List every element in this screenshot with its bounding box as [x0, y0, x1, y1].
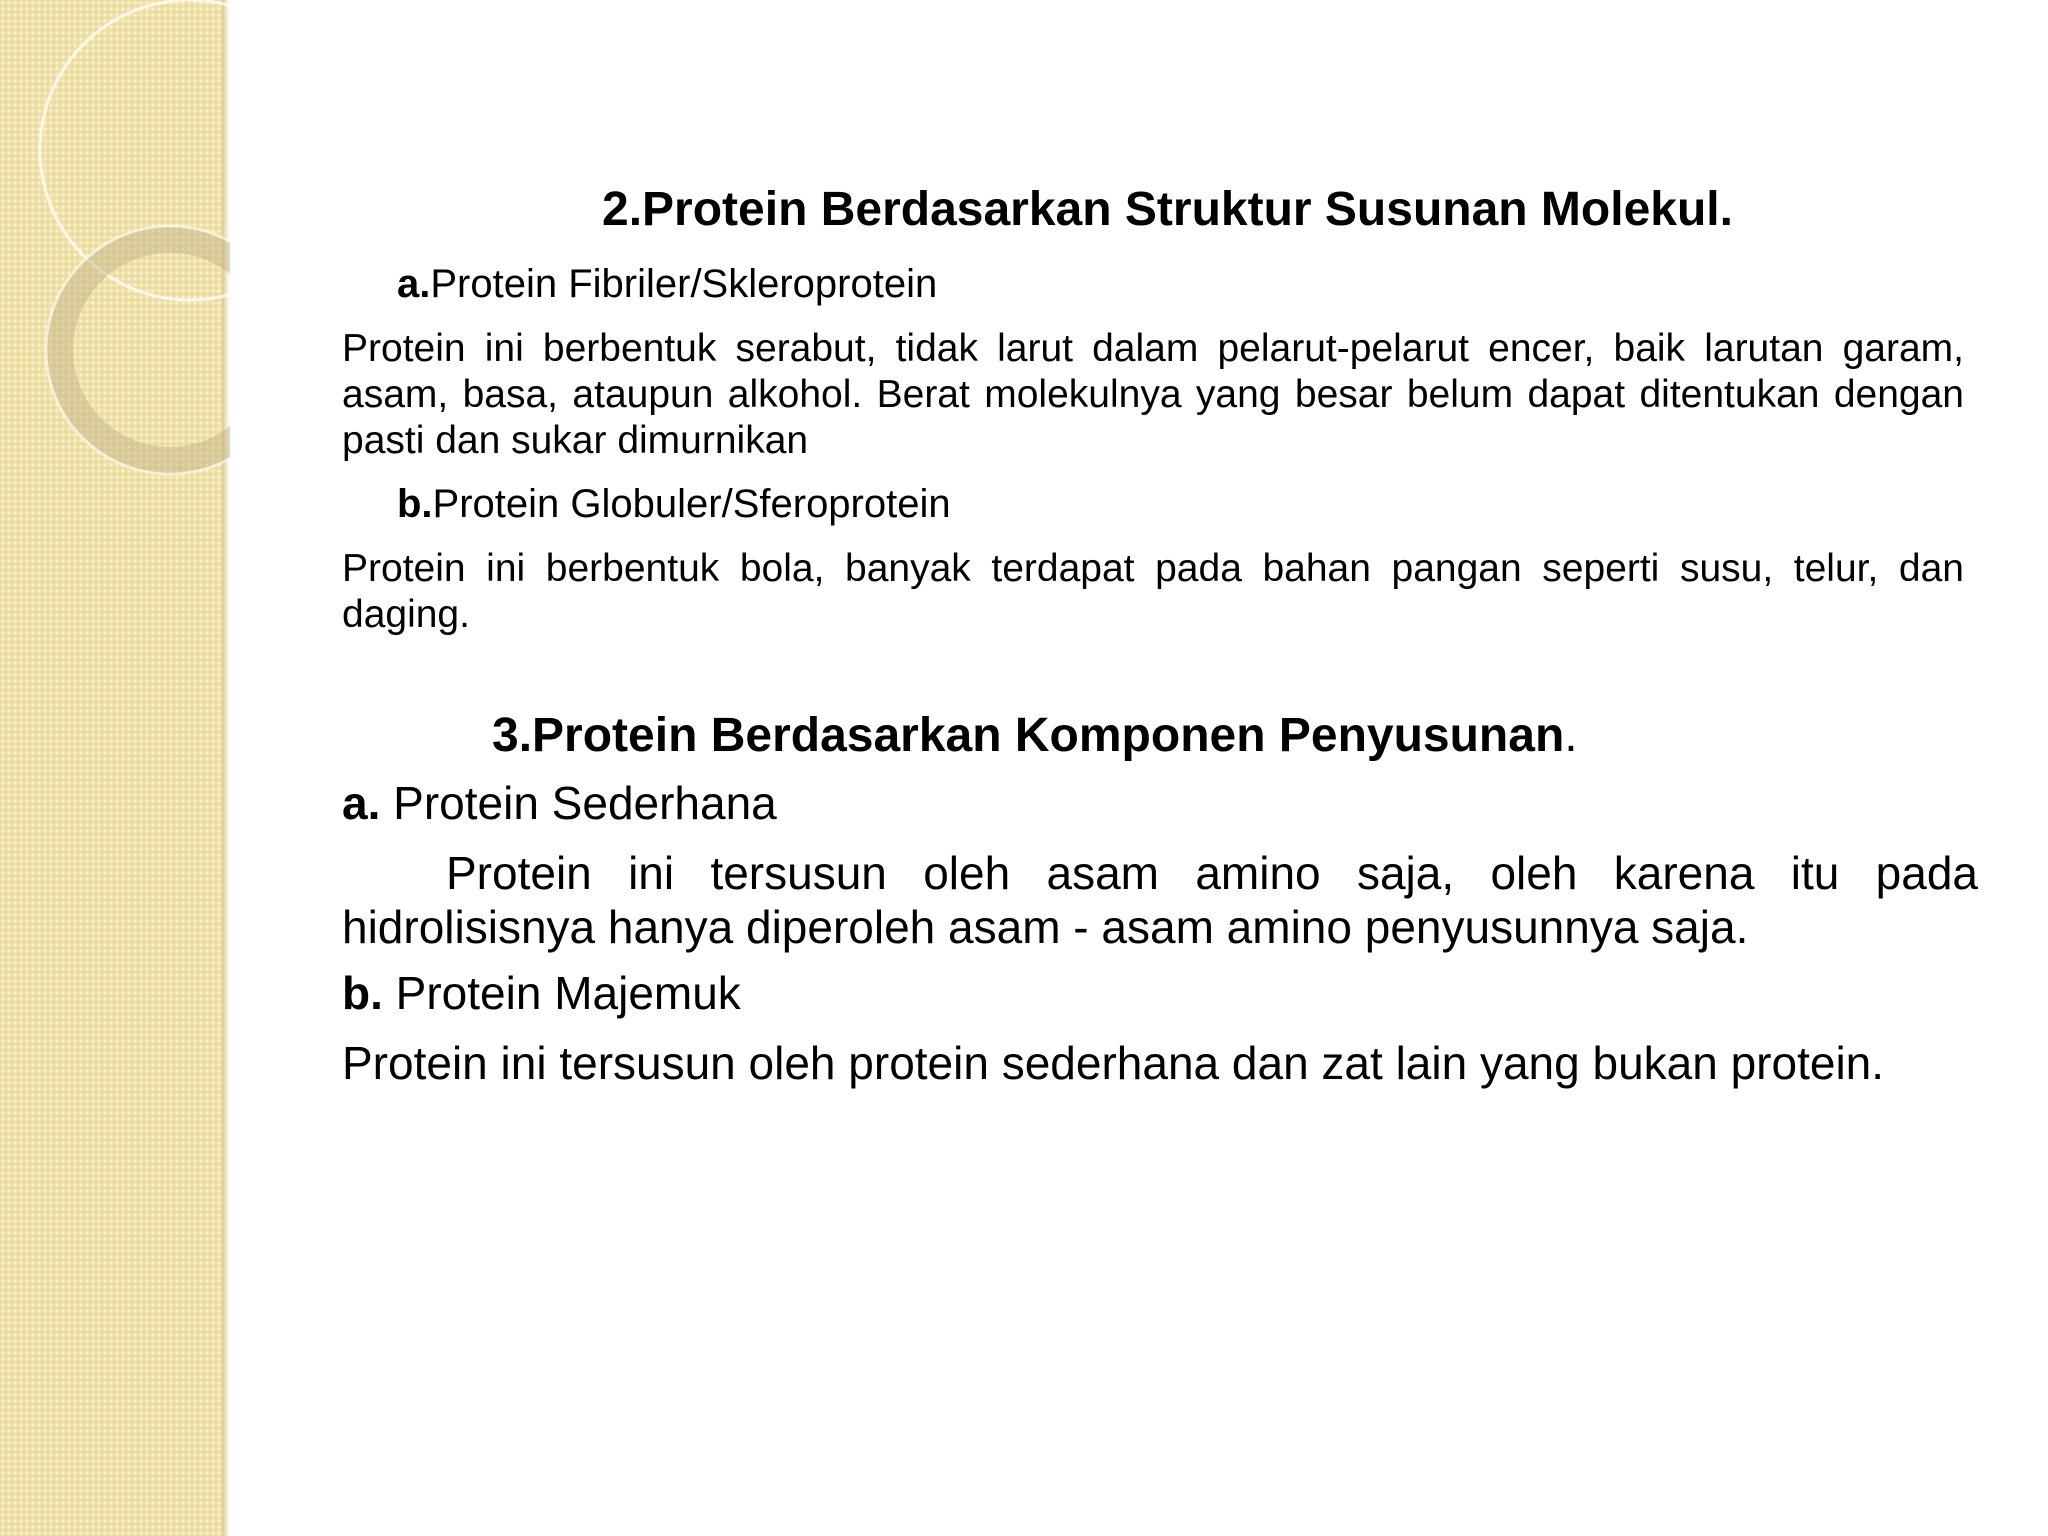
section-3-item-a-title	[342, 776, 777, 830]
decorative-rings	[0, 0, 230, 520]
item-b-label: Protein Globuler/Sferoprotein	[432, 482, 951, 526]
section-2-item-b-title	[397, 482, 951, 527]
section-3-item-b-text: Protein ini tersusun oleh protein sederhana dan zat lain yang bukan protein.	[342, 1037, 1885, 1089]
section-3-heading: 3.Protein Berdasarkan Komponen Penyusunan	[492, 709, 1565, 762]
section-3-item-a-text: Protein ini tersusun oleh asam amino saja, oleh karena itu pada hidrolisisnya hanya diperoleh asam - asam amino penyusunnya saja.	[342, 847, 1978, 953]
item-a-marker: a.	[397, 262, 431, 306]
item-b-marker: b.	[342, 967, 383, 1019]
item-a-label: Protein Sederhana	[393, 777, 777, 829]
item-b-marker: b.	[397, 482, 433, 526]
section-2-item-b-text: Protein ini berbentuk bola, banyak terdapat pada bahan pangan seperti susu, telur, dan daging.	[342, 547, 1964, 636]
section-2-heading: 2.Protein Berdasarkan Struktur Susunan Molekul.	[602, 183, 1733, 236]
section-3-heading-period: .	[1564, 709, 1578, 762]
section-3-heading-wrap	[492, 708, 1578, 763]
item-b-label: Protein Majemuk	[395, 967, 741, 1019]
section-2-item-a-title	[397, 262, 937, 307]
section-3-item-b-title	[342, 966, 741, 1020]
item-a-marker: a.	[342, 777, 381, 829]
item-a-label: Protein Fibriler/Skleroprotein	[430, 262, 938, 306]
section-2-item-a-text: Protein ini berbentuk serabut, tidak larut dalam pelarut-pelarut encer, baik larutan garam, asam, basa, ataupun alkohol. Berat molekulnya yang besar belum dapat ditentukan dengan pasti dan sukar dimurnikan	[342, 327, 1964, 462]
